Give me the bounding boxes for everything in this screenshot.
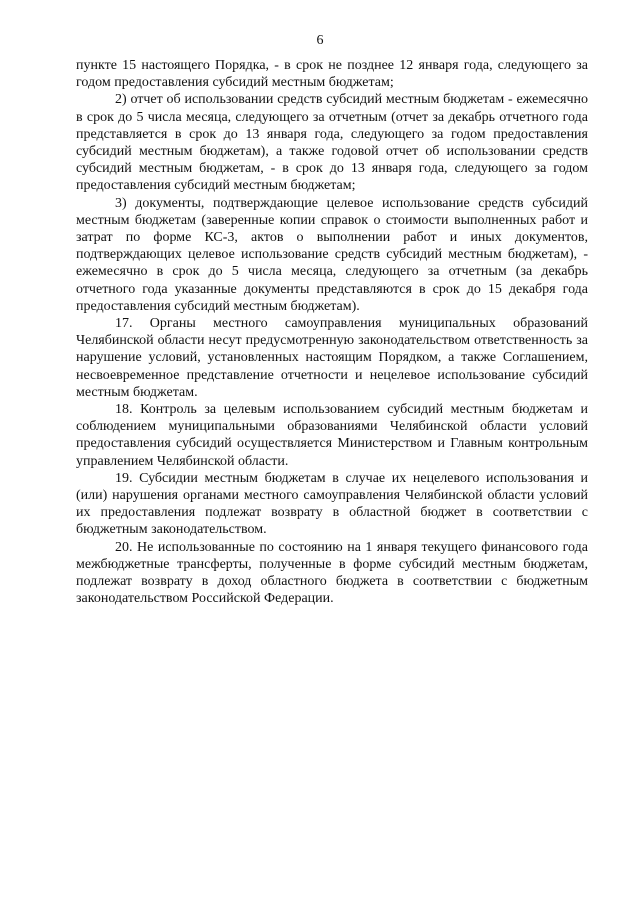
paragraph-clause-18: 18. Контроль за целевым использованием субсидий местным бюджетам и соблюдением муниципальными образованиями Челябинской области условий предоставления субсидий осуществляется Министерством и Главным контрольным управлением Челябинской области. (76, 402, 588, 469)
paragraph-clause-17: 17. Органы местного самоуправления муниципальных образований Челябинской области несут предусмотренную законодательством ответственность за нарушение условий, установленных настоящим Порядком, а также Соглашением, несвоевременное представление отчетности и нецелевое использование субсидий местным бюджетам. (76, 316, 588, 400)
page-number: 6 (316, 33, 324, 48)
paragraph-report-item-3: 3) документы, подтверждающие целевое использование средств субсидий местным бюджетам (заверенные копии справок о стоимости выполненных работ и затрат по форме КС-3, актов о выполнении работ и иных документов, подтверждающих целевое использование средств субсидий местным бюджетам), - ежемесячно в срок до 5 числа месяца, следующего за отчетным (за декабрь отчетного года указанные документы представляются в срок до 15 декабря года предоставления субсидий местным бюджетам). (76, 195, 588, 314)
paragraph-clause-19: 19. Субсидии местным бюджетам в случае их нецелевого использования и (или) нарушения органами местного самоуправления Челябинской области условий их предоставления подлежат возврату в областной бюджет в соответствии с бюджетным законодательством. (76, 470, 588, 538)
paragraph-continuation: пункте 15 настоящего Порядка, - в срок не позднее 12 января года, следующего за годом предоставления субсидий местным бюджетам; (76, 58, 588, 91)
paragraph-report-item-2: 2) отчет об использовании средств субсидий местным бюджетам - ежемесячно в срок до 5 числа месяца, следующего за отчетным (отчет за декабрь отчетного года представляется в срок до 13 января года, следующего за годом предоставления субсидий местным бюджетам), а также годовой отчет об использовании средств субсидий местным бюджетам, - в срок до 13 января года, следующего за годом предоставления субсидий местным бюджетам; (76, 92, 588, 194)
document-body (76, 57, 588, 608)
paragraph-clause-20: 20. Не использованные по состоянию на 1 января текущего финансового года межбюджетные трансферты, полученные в форме субсидий местным бюджетам, подлежат возврату в доход областного бюджета в соответствии с бюджетным законодательством Российской Федерации. (76, 539, 588, 607)
